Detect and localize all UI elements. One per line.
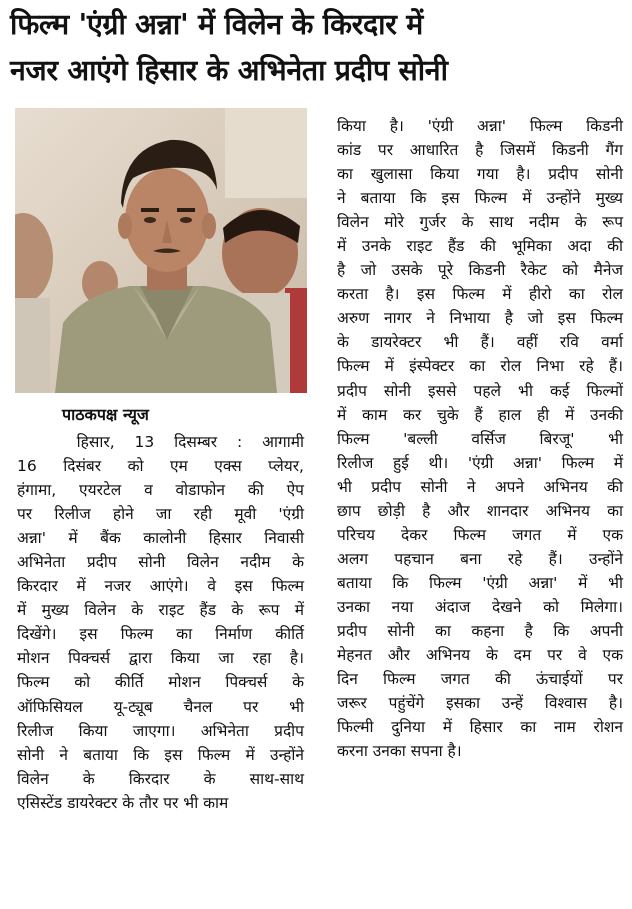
article-line: फिल्म में इंस्पेक्टर का रोल निभा रहे हैं। [337, 357, 623, 376]
article-line: मेहनत और अभिनय के दम पर वे एक [337, 646, 623, 665]
article-line: परिचय देकर फिल्म जगत में एक [337, 525, 623, 544]
headline-line-1: फिल्म 'एंग्री अन्ना' में विलेन के किरदार में [10, 8, 423, 41]
article-column-left [17, 430, 304, 815]
article-line: अभिनेता प्रदीप सोनी विलेन नदीम के [17, 553, 304, 572]
headline-line-2: नजर आएंगे हिसार के अभिनेता प्रदीप सोनी [10, 54, 448, 87]
article-line: हंगामा, एयरटेल व वोडाफोन की ऐप [17, 481, 304, 500]
photo-window-light [225, 108, 307, 198]
article-line: एसिस्टेंड डायरेक्टर के तौर पर भी काम [17, 793, 229, 812]
article-line: विलेन के किरदार के साथ-साथ [17, 769, 304, 788]
article-line: रिलीज हुई थी। 'एंग्री अन्ना' फिल्म में [337, 453, 623, 472]
article-line: मोशन पिक्चर्स द्वारा किया जा रहा है। [17, 649, 304, 668]
article-line: उनका नया अंदाज देखने को मिलेगा। [337, 597, 623, 616]
actor-photo-illustration [15, 108, 307, 393]
article-line: है जो उसके पूरे किडनी रैकेट को मैनेज [337, 261, 623, 280]
article-line: में काम कर चुके हैं हाल ही में उनकी [337, 405, 623, 424]
article-line: करना उनका सपना है। [337, 742, 462, 761]
article-line: में उनके राइट हैंड की भूमिका अदा की [337, 237, 623, 256]
article-line: कांड पर आधारित है जिसमें किडनी गैंग [337, 141, 623, 160]
article-line: भी प्रदीप सोनी ने अपने अभिनय की [337, 477, 623, 496]
article-line: 16 दिसंबर को एम एक्स प्लेयर, [17, 457, 304, 476]
byline: पाठकपक्ष न्यूज [62, 405, 149, 424]
article-line: किरदार में नजर आएंगे। वे इस फिल्म [17, 577, 304, 596]
article-line: विलेन मोरे गुर्जर के साथ नदीम के रूप [337, 213, 623, 232]
article-line: सोनी ने बताया कि इस फिल्म में उन्होंने [17, 745, 304, 764]
article-column-right [337, 114, 623, 763]
article-line: दिन फिल्म जगत की ऊंचाईयों पर [337, 670, 623, 689]
article-line: प्रदीप सोनी का कहना है कि अपनी [337, 621, 623, 640]
article-line: का खुलासा किया गया है। प्रदीप सोनी [337, 165, 623, 184]
article-line: अन्ना' में बैंक कालोनी हिसार निवासी [17, 529, 304, 548]
article-line: फिल्मी दुनिया में हिसार का नाम रोशन [337, 718, 623, 737]
article-line: किया है। 'एंग्री अन्ना' फिल्म किडनी [337, 117, 623, 135]
headline [10, 2, 624, 94]
article-line: अलग पहचान बना रहे हैं। उन्होंने [337, 549, 623, 568]
article-line: फिल्म 'बल्ली वर्सिज बिरजू' भी [337, 429, 623, 448]
article-line: करता है। इस फिल्म में हीरो का रोल [337, 285, 623, 304]
actor-photo [15, 108, 307, 393]
article-line: के डायरेक्टर भी हैं। वहीं रवि वर्मा [337, 333, 623, 352]
article-line: छाप छोड़ी है और शानदार अभिनय का [337, 501, 623, 520]
article-line: प्रदीप सोनी इससे पहले भी कई फिल्मों [337, 381, 623, 400]
article-line: हिसार, 13 दिसम्बर : आगामी [17, 433, 304, 451]
article-line: ऑफिसियल यू-ट्यूब चैनल पर भी [17, 697, 304, 716]
article-line: ने बताया कि इस फिल्म में उन्होंने मुख्य [337, 189, 623, 208]
article-line: जरूर पहुंचेंगे इसका उन्हें विश्वास है। [337, 694, 623, 713]
article-line: में मुख्य विलेन के राइट हैंड के रूप में [17, 601, 304, 620]
article-line: बताया कि फिल्म 'एंग्री अन्ना' में भी [337, 573, 623, 592]
article-line: अरुण नागर ने निभाया है जो इस फिल्म [337, 309, 623, 328]
article-line: दिखेंगे। इस फिल्म का निर्माण कीर्ति [17, 625, 304, 644]
article-line: रिलीज किया जाएगा। अभिनेता प्रदीप [17, 721, 304, 740]
article-line: पर रिलीज होने जा रही मूवी 'एंग्री [17, 505, 304, 524]
article-line: फिल्म को कीर्ति मोशन पिक्चर्स के [17, 673, 304, 692]
